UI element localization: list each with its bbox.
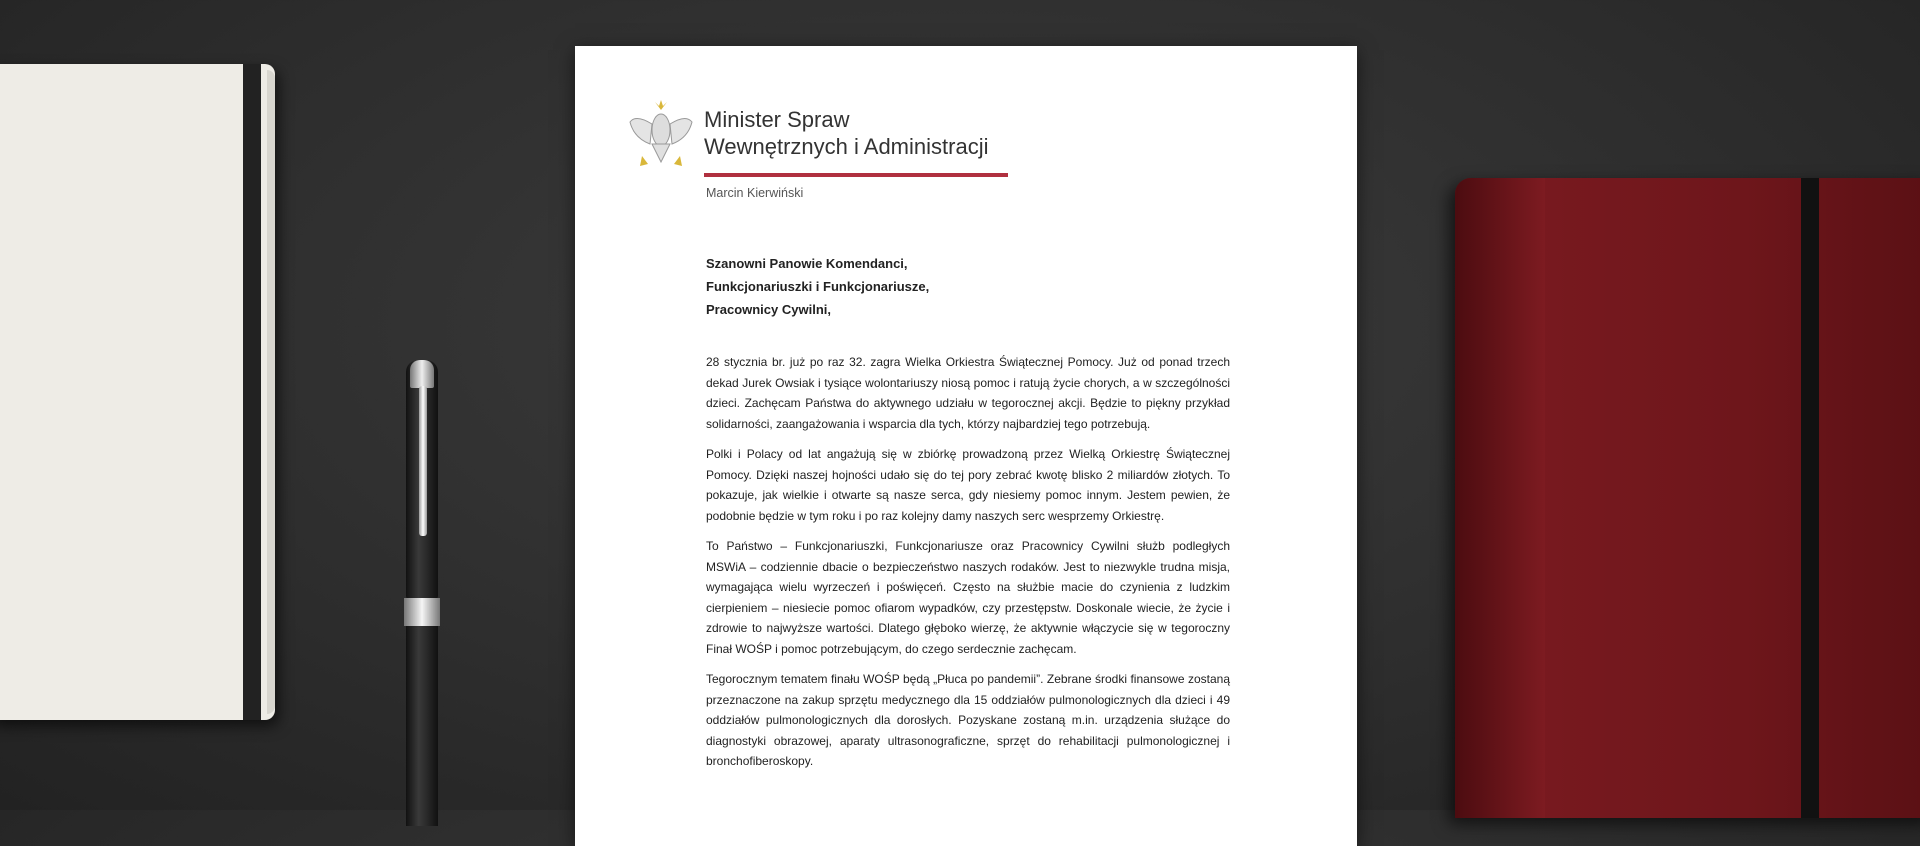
- pen-body: [406, 626, 438, 826]
- salutation-line: Funkcjonariuszki i Funkcjonariusze,: [706, 279, 930, 294]
- paragraph: 28 stycznia br. już po raz 32. zagra Wielka Orkiestra Świątecznej Pomocy. Już od ponad trzech dekad Jurek Owsiak i tysiące wolontariuszy niosą pomoc i ratują życie chorych, a w szczególności dzieci. Zachęcam Państwa do aktywnego udziału w tegorocznej akcji. Będzie to piękny przykład solidarności, zaangażowania i wsparcia dla tych, którzy najbardziej tego potrzebują.: [706, 355, 1230, 431]
- paragraph: Tegorocznym tematem finału WOŚP będą „Płuca po pandemii”. Zebrane środki finansowe zostaną przeznaczone na zakup sprzętu medycznego dla 15 oddziałów pulmonologicznych dla dzieci i 49 oddziałów pulmonologicznych dla dorosłych. Pozyskane zostaną m.in. urządzenia służące do diagnostyki obrazowej, aparaty ultrasonograficzne, sprzęt do rehabilitacji pulmonologicznej i bronchofiberoskopy.: [706, 672, 1230, 768]
- signatory-name: Marcin Kierwiński: [706, 186, 804, 200]
- paragraph: To Państwo – Funkcjonariuszki, Funkcjonariusze oraz Pracownicy Cywilni służb podległych MSWiA – codziennie dbacie o bezpieczeństwo naszych rodaków. Jest to niezwykle trudna misja, wymagająca wielu wyrzeczeń i poświęceń. Często na służbie macie do czynienia z ludzkim cierpieniem – niesiecie pomoc ofiarom wypadków, czy przestępstw. Doskonale wiecie, że życie i zdrowie to najwyższe wartości. Dlatego głęboko wierzę, że aktywnie włączycie się w tegoroczny Finał WOŚP i pomoc potrzebującym, do czego serdecznie zachęcam.: [706, 539, 1230, 656]
- paragraph: Polki i Polacy od lat angażują się w zbiórkę prowadzoną przez Wielką Orkiestrę Świątecznej Pomocy. Dzięki naszej hojności udało się do tej pory zebrać kwotę blisko 2 miliardów złotych. To pokazuje, jak wielkie i otwarte są nasze serca, gdy niesiemy pomoc innym. Jestem pewien, że podobnie będzie w tym roku i po raz kolejny damy naszych serc wesprzemy Orkiestrę.: [706, 447, 1230, 523]
- red-notebook: [1455, 178, 1920, 818]
- eagle-emblem-icon: [628, 100, 694, 176]
- ministry-header: [704, 106, 988, 160]
- cream-notebook: [0, 64, 275, 720]
- letter-sheet: [575, 46, 1357, 846]
- red-notebook-spine: [1455, 178, 1545, 818]
- red-notebook-band: [1801, 178, 1819, 818]
- pen-clip: [419, 386, 427, 536]
- letter-body: [706, 352, 1230, 782]
- notebook-elastic-band: [243, 64, 261, 720]
- notebook-edge: [267, 70, 275, 714]
- header-line-2: Wewnętrznych i Administracji: [704, 134, 989, 159]
- salutation: [706, 252, 929, 321]
- header-divider: [704, 173, 1008, 177]
- salutation-line: Pracownicy Cywilni,: [706, 302, 831, 317]
- pen-ring: [404, 598, 440, 626]
- pen-top: [410, 360, 434, 388]
- pen: [402, 360, 442, 820]
- salutation-line: Szanowni Panowie Komendanci,: [706, 256, 908, 271]
- header-line-1: Minister Spraw: [704, 107, 850, 132]
